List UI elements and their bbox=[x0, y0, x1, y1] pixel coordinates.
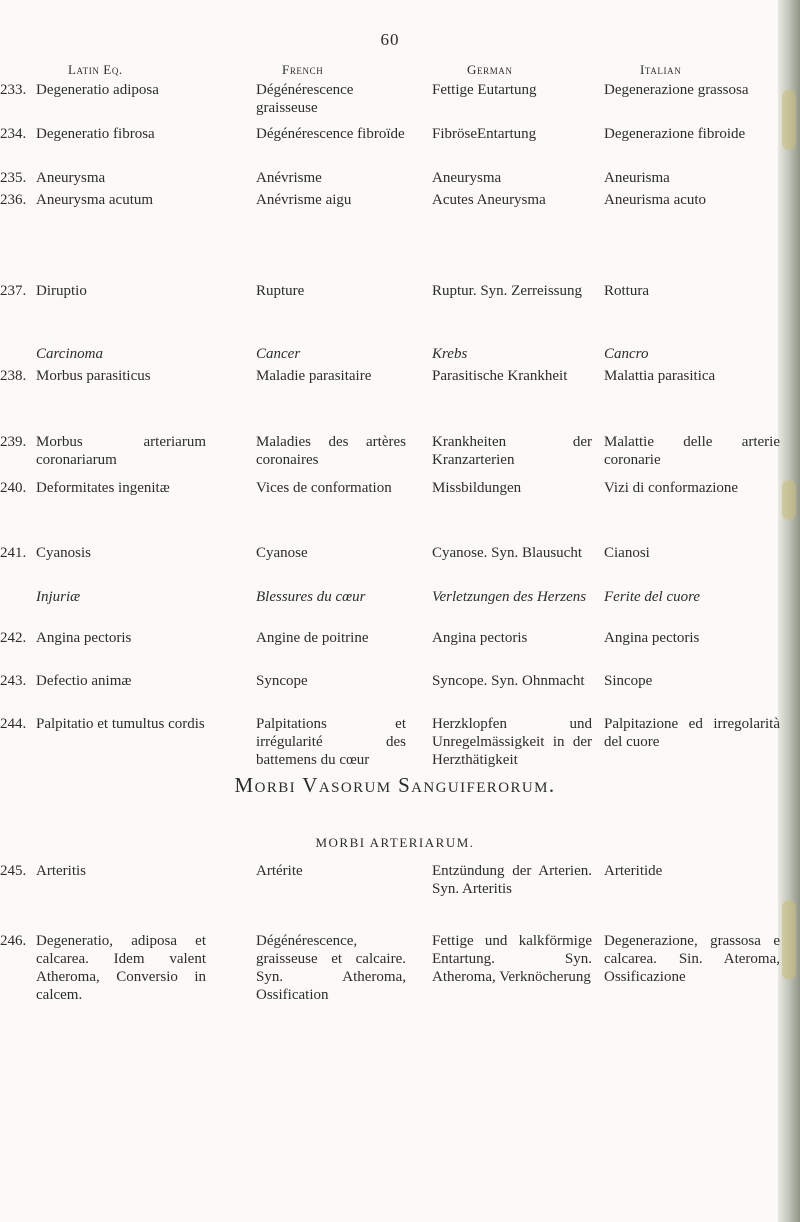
latin-term: Diruptio bbox=[36, 283, 87, 299]
section-title: Morbi Vasorum Sanguiferorum. bbox=[234, 773, 556, 797]
german-subheading: Krebs bbox=[432, 346, 468, 362]
german-subheading: Verletzungen des Herzens bbox=[432, 589, 587, 605]
italian-term: Rottura bbox=[604, 283, 649, 299]
french-term: Palpitations et irrégularité des battemens du cœur bbox=[256, 716, 406, 768]
french-term: Vices de conformation bbox=[256, 480, 392, 496]
french-term: Anévrisme aigu bbox=[256, 192, 352, 208]
german-term: Parasitische Krankheit bbox=[432, 368, 568, 384]
entry-number: 246. bbox=[0, 933, 27, 949]
german-term: Krankheiten der Kranzarterien bbox=[432, 434, 592, 468]
latin-subheading: Carcinoma bbox=[36, 346, 103, 362]
french-subheading: Cancer bbox=[256, 346, 301, 362]
latin-term: Palpitatio et tumultus cordis bbox=[36, 716, 205, 732]
french-term: Cyanose bbox=[256, 545, 308, 561]
entry-number: 236. bbox=[0, 192, 27, 208]
entry-number: 240. bbox=[0, 480, 27, 496]
column-headers bbox=[0, 62, 800, 82]
header-latin: Latin Eq. bbox=[68, 62, 123, 77]
entry-number: 243. bbox=[0, 673, 27, 689]
italian-term: Aneurisma acuto bbox=[604, 192, 707, 208]
latin-term: Cyanosis bbox=[36, 545, 92, 561]
header-german: German bbox=[467, 62, 513, 77]
french-term: Artérite bbox=[256, 863, 303, 879]
latin-term: Morbus parasiticus bbox=[36, 368, 151, 384]
stain bbox=[782, 900, 796, 980]
latin-term: Deformitates ingenitæ bbox=[36, 480, 170, 496]
latin-term: Angina pectoris bbox=[36, 630, 132, 646]
german-term: Entzündung der Arterien. Syn. Arteritis bbox=[432, 863, 592, 897]
page-edge bbox=[778, 0, 800, 1222]
italian-term: Arteritide bbox=[604, 863, 663, 879]
german-term: Acutes Aneurysma bbox=[432, 192, 546, 208]
german-term: Herzklopfen und Unregelmässigkeit in der Herzthätigkeit bbox=[432, 716, 592, 768]
latin-term: Degeneratio fibrosa bbox=[36, 126, 155, 142]
german-term: FibröseEntartung bbox=[432, 126, 537, 142]
italian-term: Aneurisma bbox=[604, 170, 670, 186]
french-term: Dégénérescence graisseuse bbox=[256, 82, 354, 116]
entry-number: 241. bbox=[0, 545, 27, 561]
header-italian: Italian bbox=[640, 62, 682, 77]
entry-number: 238. bbox=[0, 368, 27, 384]
german-term: Fettige Eutartung bbox=[432, 82, 537, 98]
french-term: Rupture bbox=[256, 283, 305, 299]
italian-term: Sincope bbox=[604, 673, 653, 689]
header-french: French bbox=[282, 62, 324, 77]
french-term: Maladie parasitaire bbox=[256, 368, 372, 384]
italian-term: Degenerazione, grassosa e calcarea. Sin. Ateroma, Ossificazione bbox=[604, 933, 780, 985]
french-term: Dégénérescence, graisseuse et calcaire. Syn. Atheroma, Ossification bbox=[256, 933, 406, 1003]
italian-subheading: Cancro bbox=[604, 346, 649, 362]
italian-term: Vizi di conformazione bbox=[604, 480, 739, 496]
french-term: Anévrisme bbox=[256, 170, 322, 186]
german-term: Syncope. Syn. Ohnmacht bbox=[432, 673, 585, 689]
latin-term: Morbus arteriarum coronariarum bbox=[36, 434, 206, 468]
french-term: Syncope bbox=[256, 673, 308, 689]
german-term: Missbildungen bbox=[432, 480, 522, 496]
latin-term: Aneurysma acutum bbox=[36, 192, 154, 208]
latin-subheading: Injuriæ bbox=[36, 589, 81, 605]
french-term: Angine de poitrine bbox=[256, 630, 369, 646]
german-term: Ruptur. Syn. Zerreissung bbox=[432, 283, 582, 299]
latin-term: Defectio animæ bbox=[36, 673, 132, 689]
german-term: Aneurysma bbox=[432, 170, 502, 186]
stain bbox=[782, 90, 796, 150]
latin-term: Aneurysma bbox=[36, 170, 106, 186]
italian-term: Malattie delle arterie coronarie bbox=[604, 434, 780, 468]
italian-term: Degenerazione grassosa bbox=[604, 82, 749, 98]
entry-number: 237. bbox=[0, 283, 27, 299]
french-subheading: Blessures du cœur bbox=[256, 589, 366, 605]
italian-term: Degenerazione fibroide bbox=[604, 126, 746, 142]
italian-term: Palpitazione ed irregolarità del cuore bbox=[604, 716, 780, 750]
german-term: Angina pectoris bbox=[432, 630, 528, 646]
entry-number: 244. bbox=[0, 716, 27, 732]
italian-subheading: Ferite del cuore bbox=[604, 589, 701, 605]
french-term: Maladies des artères coronaires bbox=[256, 434, 406, 468]
stain bbox=[782, 480, 796, 520]
latin-term: Arteritis bbox=[36, 863, 86, 879]
italian-term: Malattia parasitica bbox=[604, 368, 716, 384]
italian-term: Cianosi bbox=[604, 545, 650, 561]
entry-number: 235. bbox=[0, 170, 27, 186]
entry-number: 234. bbox=[0, 126, 27, 142]
entry-number: 239. bbox=[0, 434, 27, 450]
entry-number: 242. bbox=[0, 630, 27, 646]
german-term: Cyanose. Syn. Blausucht bbox=[432, 545, 582, 561]
latin-term: Degeneratio adiposa bbox=[36, 82, 159, 98]
italian-term: Angina pectoris bbox=[604, 630, 700, 646]
page-number: 60 bbox=[380, 30, 400, 49]
french-term: Dégénérescence fibroïde bbox=[256, 126, 405, 142]
german-term: Fettige und kalkförmige Entartung. Syn. Atheroma, Verknöcherung bbox=[432, 933, 592, 985]
subsection-title: MORBI ARTERIARUM. bbox=[315, 835, 475, 850]
entry-number: 245. bbox=[0, 863, 27, 879]
entry-number: 233. bbox=[0, 82, 27, 98]
latin-term: Degeneratio, adiposa et calcarea. Idem valent Atheroma, Conversio in calcem. bbox=[36, 933, 206, 1003]
